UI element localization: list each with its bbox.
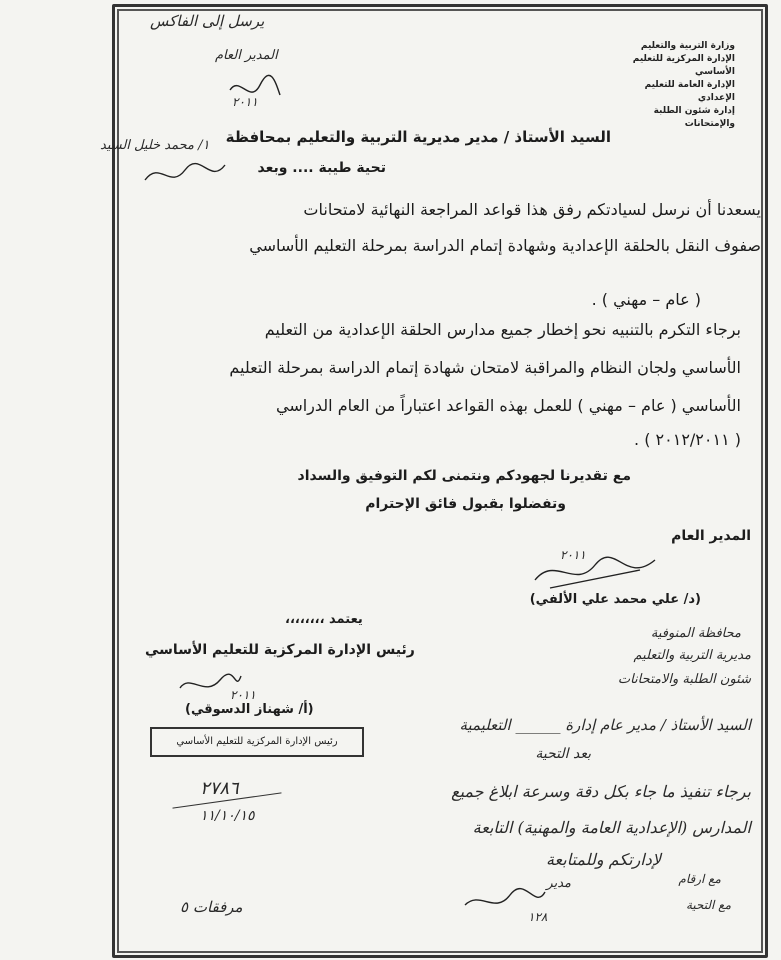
registration-number: ٢٧٨٦ (200, 778, 239, 799)
signature-date: ٢٠١١ (560, 548, 586, 562)
handwritten-note: المدير العام (215, 48, 278, 63)
paragraph-line: يسعدنا أن نرسل لسيادتكم رفق هذا قواعد المراجعة النهائية لامتحانات (303, 200, 761, 219)
ministry-line: الإدارة العامة للتعليم الإعدادي (644, 80, 735, 103)
ministry-line: الإدارة المركزية للتعليم الأساسي (632, 54, 735, 77)
ministry-header (605, 40, 735, 131)
approval-name: (أ/ شهناز الدسوقي) (185, 702, 314, 717)
reply-line: ١٢٨ (528, 910, 548, 924)
approval-title: رئيس الإدارة المركزية للتعليم الأساسي (145, 642, 415, 658)
paragraph-line: صفوف النقل بالحلقة الإعدادية وشهادة إتمام الدراسة بمرحلة التعليم الأساسي (249, 236, 761, 255)
reply-line: مدير (546, 876, 571, 891)
initials-signature (140, 155, 230, 199)
reply-line: مع التحية (685, 898, 731, 912)
handwritten-note: ٢٠١١ (232, 95, 258, 109)
registration-date: ١١/١٠/١٥ (200, 808, 255, 824)
signature-date: ٢٠١١ (230, 688, 256, 702)
approval-stamp: رئيس الإدارة المركزية للتعليم الأساسي (150, 727, 364, 757)
reply-header: مديرية التربية والتعليم (633, 648, 751, 663)
greeting: تحية طيبة .... وبعد (257, 160, 386, 176)
approval-label: يعتمد ،،،،،،،، (285, 612, 363, 627)
ministry-line: إدارة شئون الطلبة والإمتحانات (653, 106, 735, 129)
closing-line: مع تقديرنا لجهودكم ونتمنى لكم التوفيق والسداد (297, 468, 631, 484)
reply-header: شئون الطلبة والامتحانات (617, 672, 751, 687)
director-title: المدير العام (671, 528, 751, 544)
reply-header: محافظة المنوفية (650, 626, 741, 641)
paragraph-line: ( ٢٠١٢/٢٠١١ ) . (634, 430, 741, 449)
handwritten-note: يرسل إلى الفاكس (150, 12, 265, 30)
handwritten-note: ١/ محمد خليل السيد (100, 138, 210, 153)
attachments-note: مرفقات ٥ (180, 898, 243, 916)
closing-line: وتفضلوا بقبول فائق الإحترام (365, 496, 566, 512)
reply-line: مع ارقام (678, 872, 721, 886)
addressee: السيد الأستاذ / مدير مديرية التربية والتعليم بمحافظة (225, 128, 611, 146)
paragraph-line: برجاء التكرم بالتنبيه نحو إخطار جميع مدارس الحلقة الإعدادية من التعليم (264, 320, 741, 339)
director-name: (د/ علي محمد علي الألفي) (529, 592, 701, 607)
paragraph-line: الأساسي ولجان النظام والمراقبة لامتحان شهادة إتمام الدراسة بمرحلة التعليم (229, 358, 741, 377)
reply-line: لإدارتكم وللمتابعة (545, 850, 661, 869)
reply-line: السيد الأستاذ / مدير عام إدارة ______ التعليمية (459, 716, 751, 734)
reply-line: برجاء تنفيذ ما جاء بكل دقة وسرعة ابلاغ جميع (451, 782, 751, 801)
paragraph-line: الأساسي ( عام – مهني ) للعمل بهذه القواعد اعتباراً من العام الدراسي (275, 396, 741, 415)
ministry-line: وزارة التربية والتعليم (640, 41, 735, 51)
initials-signature (225, 70, 285, 114)
paragraph-line: ( عام – مهني ) . (591, 290, 701, 309)
reply-line: بعد التحية (535, 746, 591, 762)
reply-line: المدارس (الإعدادية العامة والمهنية) التابعة (472, 818, 751, 837)
